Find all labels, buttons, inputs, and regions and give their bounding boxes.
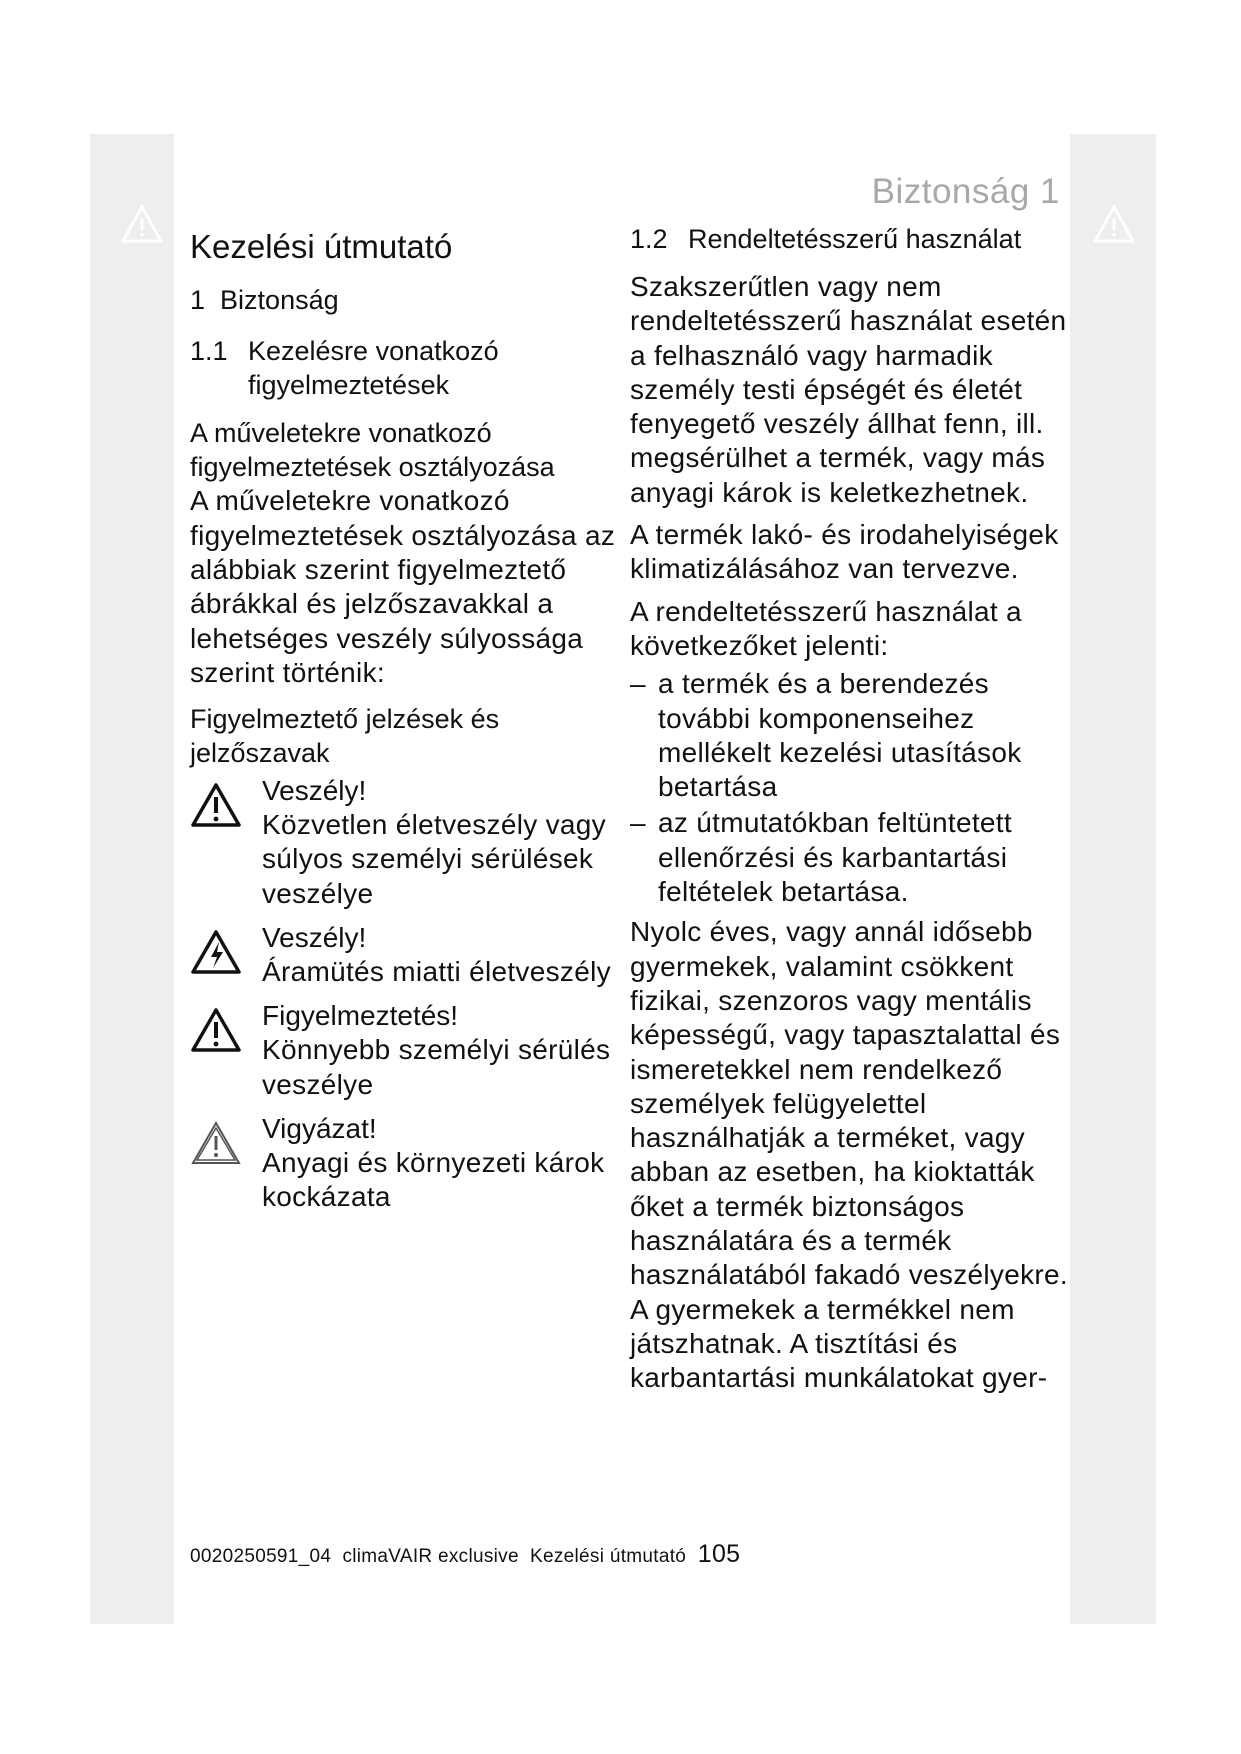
purpose-paragraph: A termék lakó- és irodahelyiségek klimatizálásához van tervezve. [630, 519, 1059, 585]
intended-use-list [630, 667, 1080, 909]
warning-item-caution [190, 999, 630, 1102]
dash-bullet: – [630, 807, 646, 839]
dash-bullet: – [630, 668, 646, 700]
electric-shock-triangle-icon [190, 921, 262, 989]
signals-subheading: Figyelmeztető jelzések és jelzőszavak [190, 704, 500, 769]
play-paragraph: A gyermekek a termékkel nem játszhatnak. A tisztítási és karbantartási munkálatokat gyer- [630, 1293, 1048, 1394]
section-title: Rendeltetésszerű használat [688, 224, 1022, 254]
section-number: 1 [190, 284, 206, 315]
misuse-paragraph: Szakszerűtlen vagy nem rendeltetésszerű használat esetén a felhasználó vagy harmadik személy testi épségét és életét fenyegető veszély állhat fenn, ill. megsérülhet a termék, vagy más anyagi károk is keletkezhetnek. [630, 271, 1067, 508]
document-name: Kezelési útmutató [530, 1546, 687, 1567]
warning-text: Könnyebb személyi sérülés veszélye [262, 1034, 611, 1100]
warning-triangle-icon [190, 999, 262, 1102]
classification-subheading: A műveletekre vonatkozó figyelmeztetések osztályozása [190, 418, 555, 483]
section-1-2-heading [630, 222, 1080, 256]
right-side-band [1070, 134, 1156, 1624]
running-head: Biztonság 1 [871, 172, 1060, 211]
document-code: 0020250591_04 [190, 1546, 332, 1567]
list-item-text: az útmutatókban feltüntetett ellenőrzési és karbantartási feltételek betartása. [658, 807, 1012, 908]
warning-item-electric [190, 921, 630, 989]
document-title: Kezelési útmutató [190, 228, 453, 265]
warning-triangle-icon [1092, 204, 1136, 244]
warning-title: Veszély! [262, 922, 367, 953]
warning-title: Figyelmeztetés! [262, 1000, 459, 1032]
section-1-heading [190, 284, 630, 316]
warning-item-danger [190, 774, 630, 911]
section-number: 1.2 [630, 224, 668, 254]
section-title: Biztonság [220, 284, 339, 315]
intended-use-paragraph: A rendeltetésszerű használat a következőket jelenti: [630, 595, 1022, 661]
warning-title: Veszély! [262, 775, 367, 807]
list-item [630, 667, 1080, 804]
children-paragraph: Nyolc éves, vagy annál idősebb gyermekek, valamint csökkent fizikai, szenzoros vagy mentális képességű, vagy tapasztalattal és ismeretekkel nem rendelkező személyek felügyelettel használhatják a terméket, vagy abban az esetben, ha kioktatták őket a termék biztonságos használatára és a termék használatából fakadó veszélyekre. [630, 916, 1068, 1291]
product-name: climaVAIR exclusive [342, 1546, 519, 1567]
danger-triangle-icon [190, 774, 262, 911]
warning-item-notice [190, 1112, 630, 1215]
caution-triangle-icon [190, 1112, 262, 1215]
warning-list [190, 774, 630, 1214]
list-item-text: a termék és a berendezés további komponenseihez mellékelt kezelési utasítások betartása [658, 668, 1022, 803]
warning-title: Vigyázat! [262, 1112, 377, 1144]
classification-paragraph: A műveletekre vonatkozó figyelmeztetések osztályozása az alábbiak szerint figyelmeztető ábrákkal és jelzőszavakkal a lehetséges veszély súlyossága szerint történik: [190, 485, 616, 688]
warning-text: Anyagi és környezeti károk kockázata [262, 1146, 605, 1213]
left-side-band [90, 134, 174, 1624]
warning-text: Közvetlen életveszély vagy súlyos személyi sérülések veszélye [262, 809, 606, 909]
right-column [630, 222, 1080, 1396]
section-title: Kezelésre vonatkozó figyelmeztetések [248, 336, 499, 401]
warning-text: Áramütés miatti életveszély [262, 956, 611, 987]
page-number: 105 [697, 1540, 741, 1568]
section-1-1-heading [190, 334, 630, 402]
section-number: 1.1 [190, 336, 228, 367]
list-item [630, 806, 1080, 909]
left-column [190, 222, 630, 1224]
page-footer [190, 1540, 740, 1569]
warning-triangle-icon [120, 204, 164, 244]
